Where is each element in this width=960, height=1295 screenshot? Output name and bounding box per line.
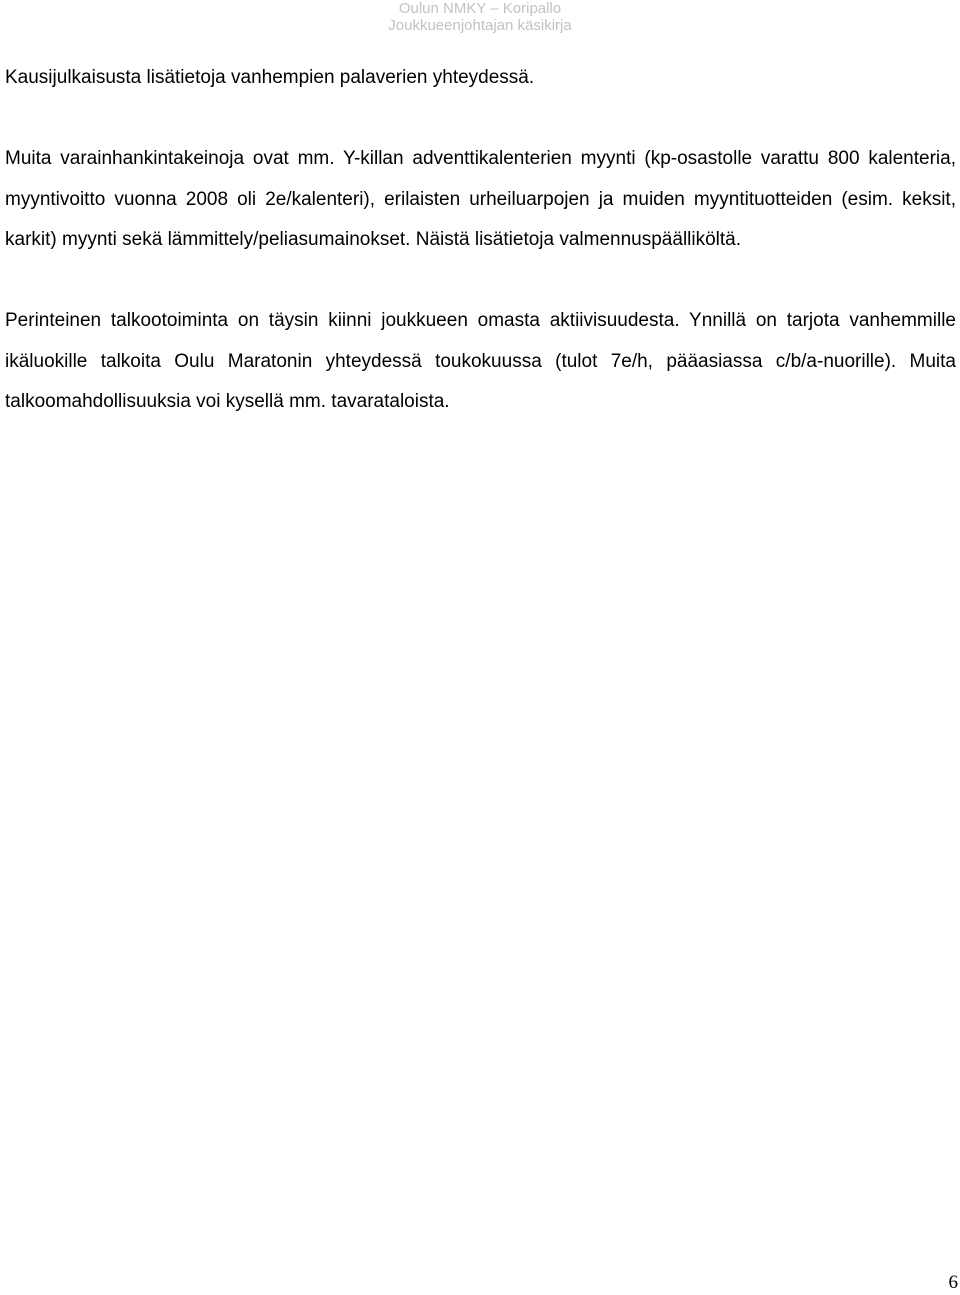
paragraph-fundraising: Muita varainhankintakeinoja ovat mm. Y-killan adventtikalenterien myynti (kp-osastolle varattu 800 kalenteria, myyntivoitto vuonna 2008 oli 2e/kalenteri), erilaisten urheiluarpojen ja muiden myyntituotteiden (esim. keksit, karkit) myynti sekä lämmittely/peliasumainokset. Näistä lisätietoja valmennuspäälliköltä. xyxy=(5,148,956,250)
page-header xyxy=(0,0,960,34)
paragraph-season-publication: Kausijulkaisusta lisätietoja vanhempien palaverien yhteydessä. xyxy=(5,67,535,88)
page-number: 6 xyxy=(948,1272,958,1293)
paragraph-volunteer-work: Perinteinen talkootoiminta on täysin kiinni joukkueen omasta aktiivisuudesta. Ynnillä on tarjota vanhemmille ikäluokille talkoita Oulu Maratonin yhteydessä toukokuussa (tulot 7e/h, pääasiassa c/b/a-nuorille). Muita talkoomahdollisuuksia voi kysellä mm. tavarataloista. xyxy=(5,310,956,412)
document-body xyxy=(5,58,956,463)
header-organization: Oulun NMKY – Koripallo xyxy=(398,0,562,17)
header-document-title: Joukkueenjohtajan käsikirja xyxy=(388,17,572,34)
